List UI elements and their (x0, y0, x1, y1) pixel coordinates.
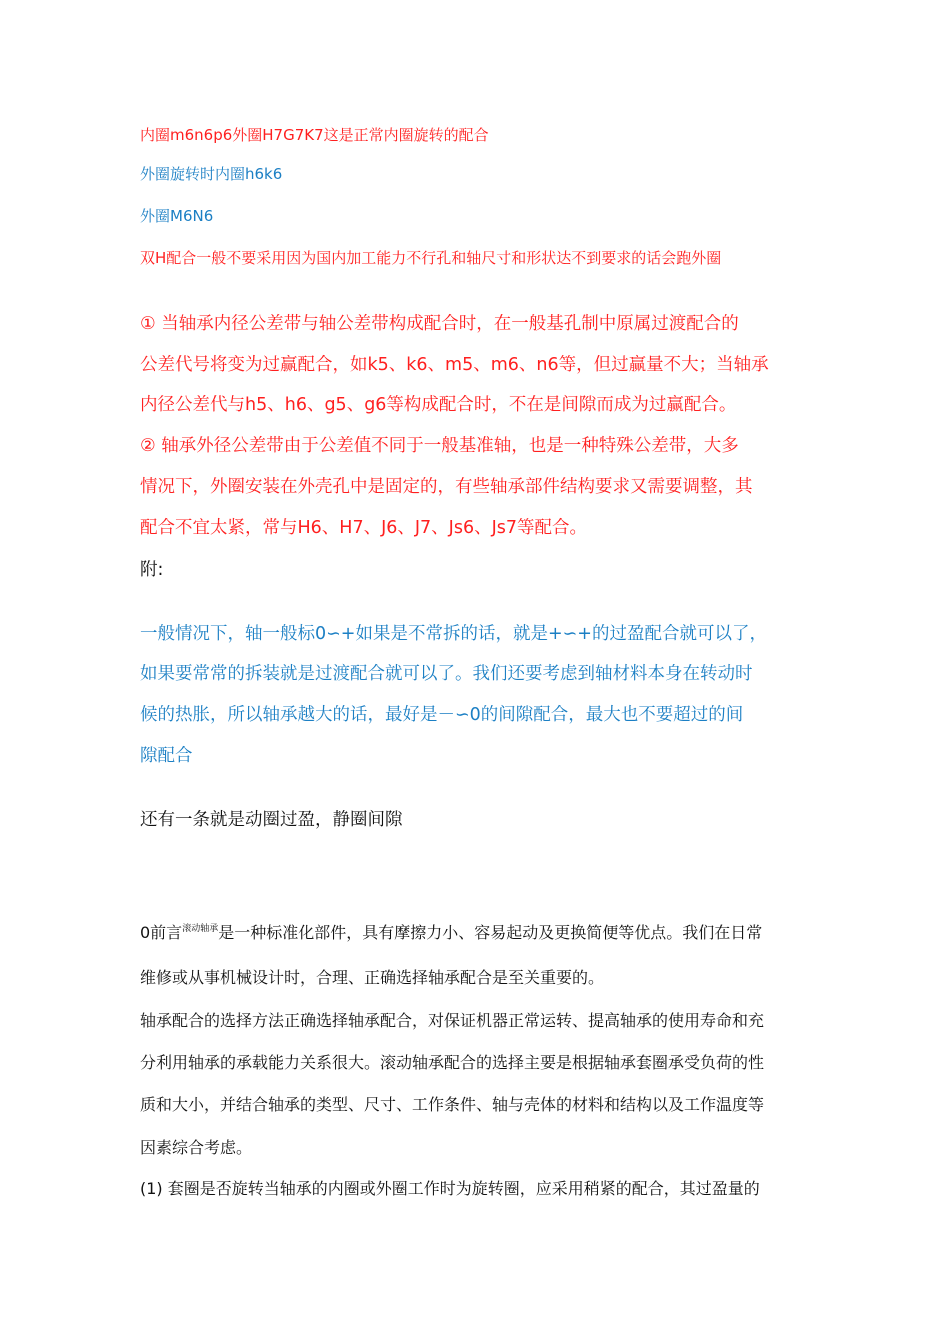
fit-note-line-3: 外圈M6N6 (140, 207, 214, 225)
point-2-line-3: 配合不宜太紧，常与H6、H7、J6、J7、Js6、Js7等配合。 (140, 518, 588, 538)
preface-prefix: 0前言 (140, 923, 183, 942)
appendix-label: 附: (140, 560, 164, 580)
method-line-4: 因素综合考虑。 (140, 1138, 253, 1157)
point-1-line-3: 内径公差代与h5、h6、g5、g6等构成配合时，不在是间隙而成为过赢配合。 (140, 395, 737, 415)
item-1-line: (1) 套圈是否旋转当轴承的内圈或外圈工作时为旋转圈，应采用稍紧的配合，其过盈量的 (140, 1179, 760, 1198)
rotating-ring-note: 还有一条就是动圈过盈，静圈间隙 (140, 810, 403, 830)
appendix-para-line-2: 如果要常常的拆装就是过渡配合就可以了。我们还要考虑到轴材料本身在转动时 (140, 664, 753, 684)
point-2-line-1: ② 轴承外径公差带由于公差值不同于一般基准轴，也是一种特殊公差带，大多 (140, 436, 739, 456)
fit-note-line-4: 双H配合一般不要采用因为国内加工能力不行孔和轴尺寸和形状达不到要求的话会跑外圈 (140, 249, 722, 267)
preface-superscript: 滚动轴承 (182, 924, 219, 934)
fit-note-line-1: 内圈m6n6p6外圈H7G7K7这是正常内圈旋转的配合 (140, 126, 489, 144)
point-1-line-1: ① 当轴承内径公差带与轴公差带构成配合时，在一般基孔制中原属过渡配合的 (140, 314, 739, 334)
preface-line-2: 维修或从事机械设计时，合理、正确选择轴承配合是至关重要的。 (140, 968, 605, 987)
appendix-para-line-4: 隙配合 (140, 746, 193, 766)
appendix-para-line-3: 候的热胀，所以轴承越大的话，最好是－∽0的间隙配合，最大也不要超过的间 (140, 705, 744, 725)
preface-line-1 (140, 920, 762, 943)
fit-note-line-2: 外圈旋转时内圈h6k6 (140, 165, 283, 183)
point-1-line-2: 公差代号将变为过赢配合，如k5、k6、m5、m6、n6等，但过赢量不大；当轴承 (140, 355, 769, 375)
appendix-para-line-1: 一般情况下，轴一般标0∽+如果是不常拆的话，就是+∽+的过盈配合就可以了， (140, 624, 767, 644)
method-line-3: 质和大小，并结合轴承的类型、尺寸、工作条件、轴与壳体的材料和结构以及工作温度等 (140, 1095, 765, 1114)
method-line-1: 轴承配合的选择方法正确选择轴承配合，对保证机器正常运转、提高轴承的使用寿命和充 (140, 1011, 765, 1030)
point-2-line-2: 情况下，外圈安装在外壳孔中是固定的，有些轴承部件结构要求又需要调整，其 (140, 477, 753, 497)
preface-rest: 是一种标准化部件，具有摩擦力小、容易起动及更换简便等优点。我们在日常 (218, 923, 763, 942)
method-line-2: 分利用轴承的承载能力关系很大。滚动轴承配合的选择主要是根据轴承套圈承受负荷的性 (140, 1053, 765, 1072)
